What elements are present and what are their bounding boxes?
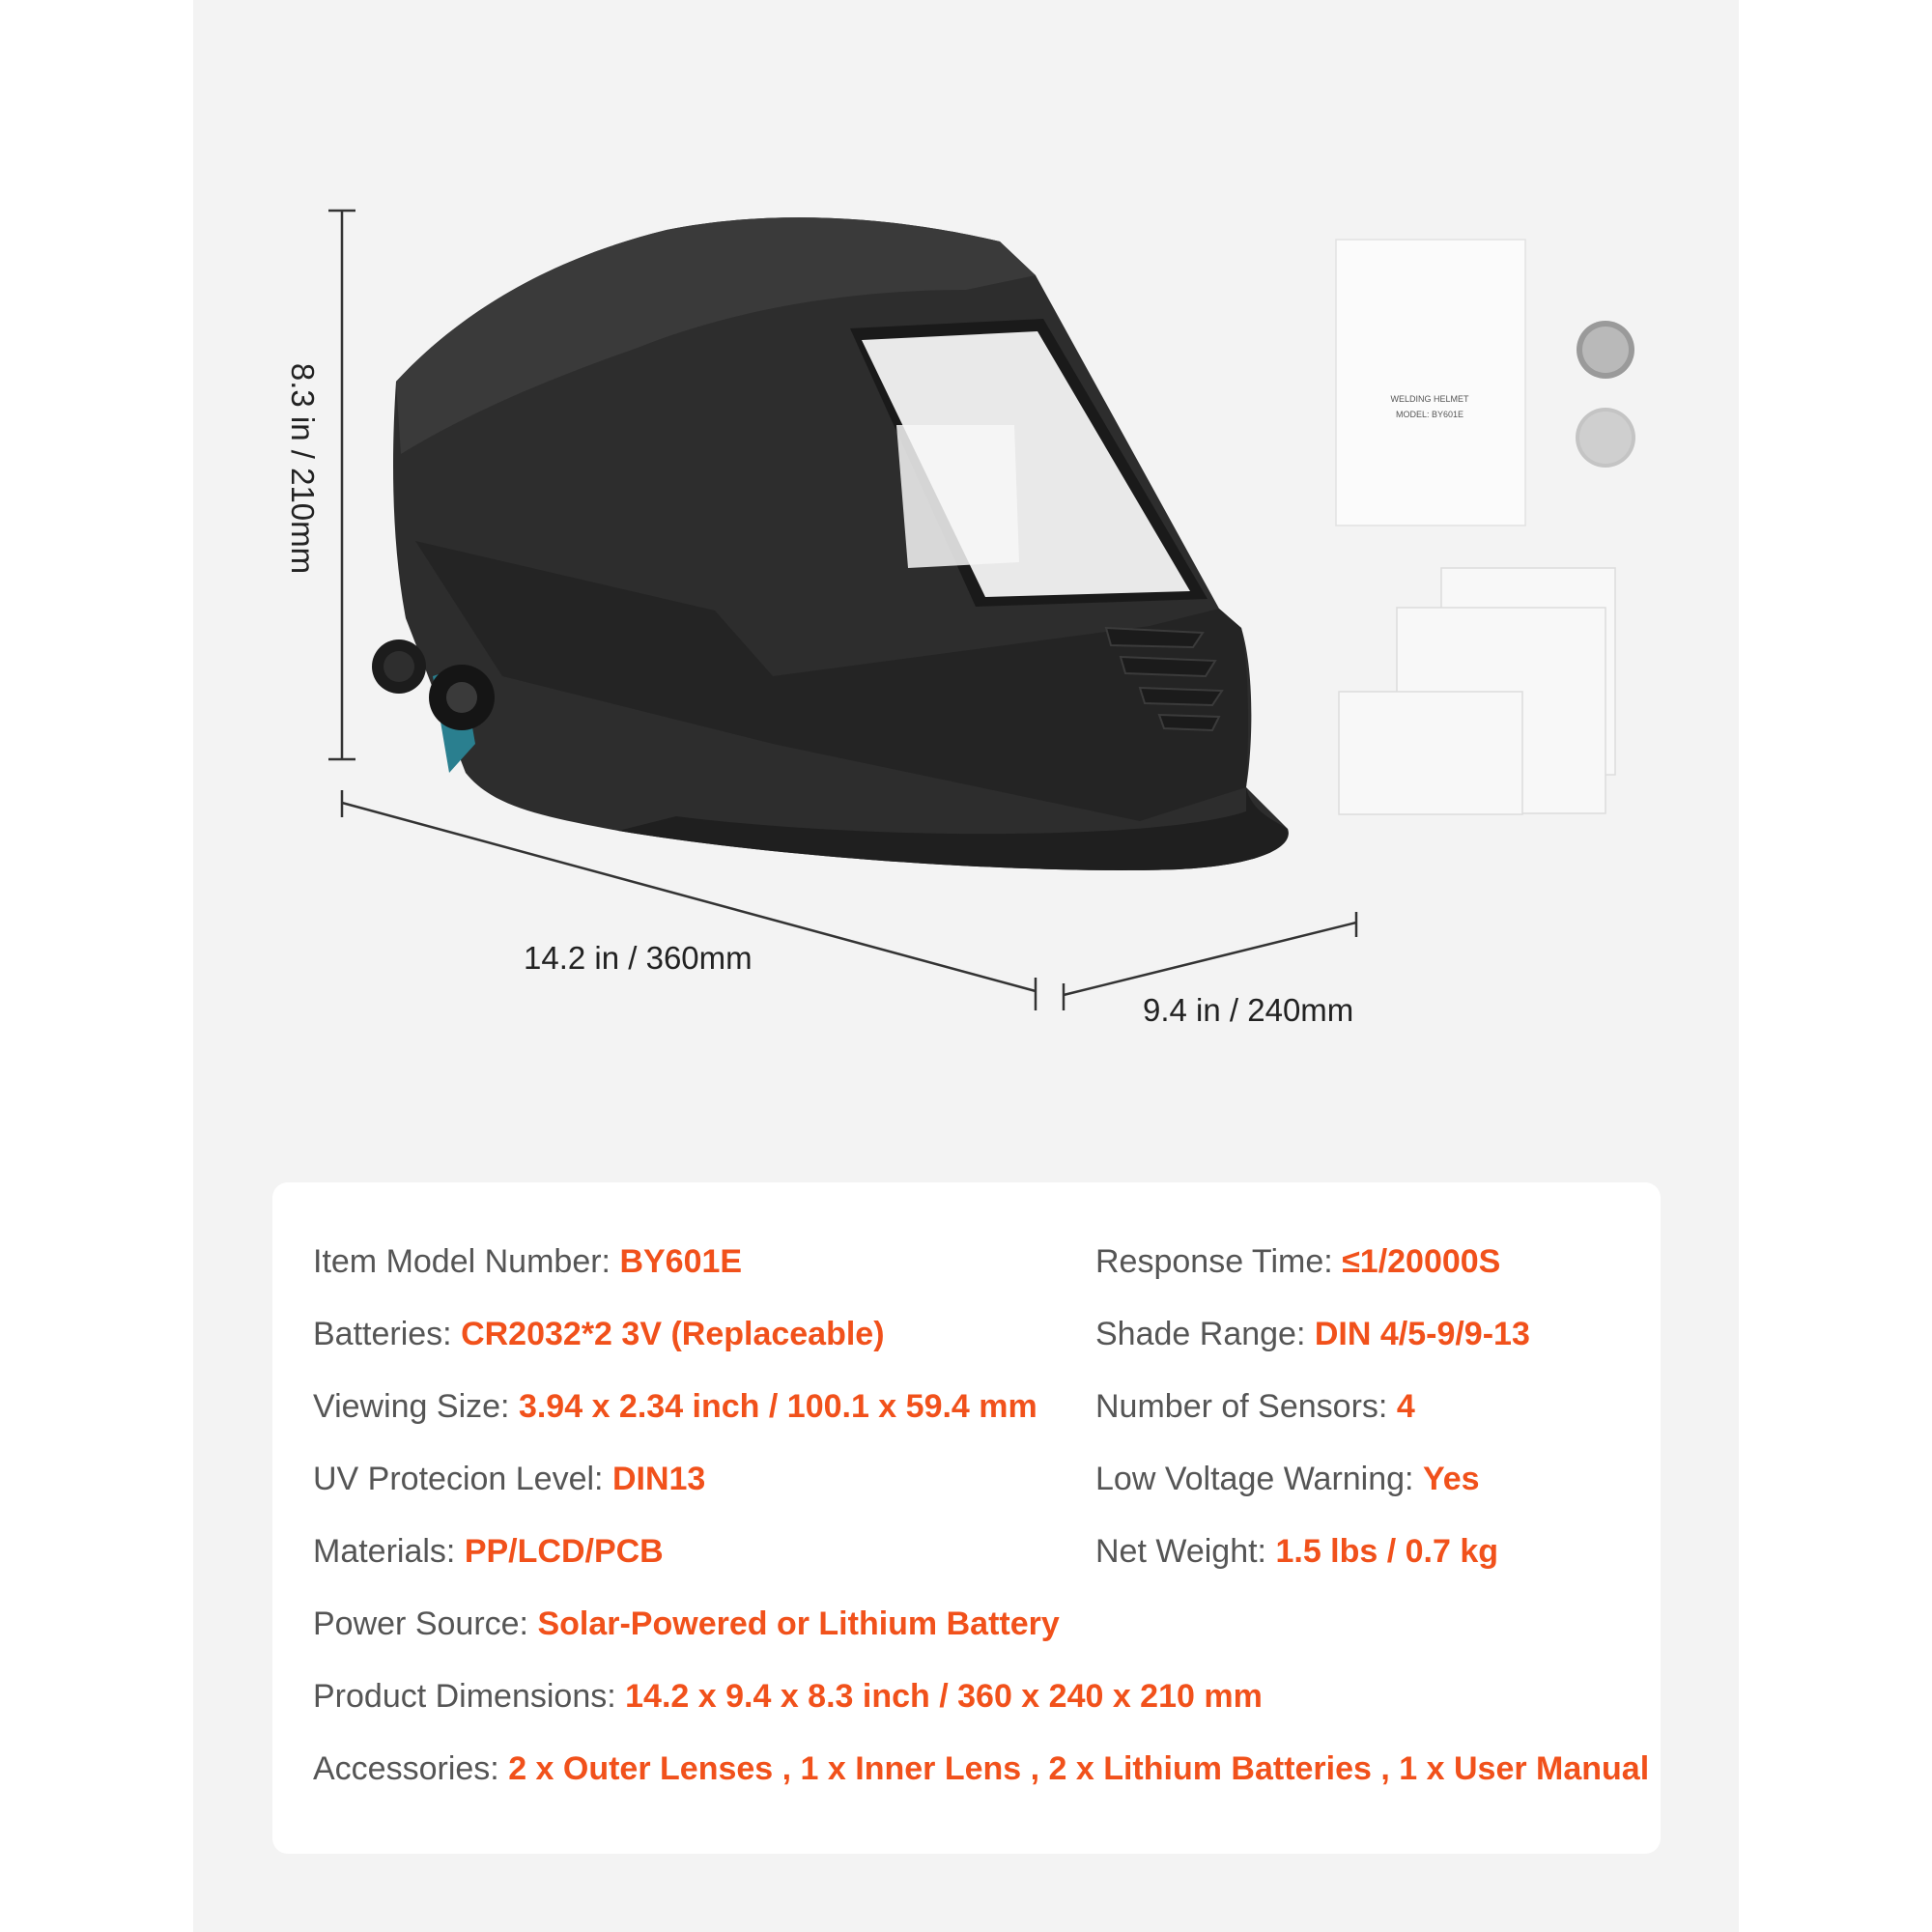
manual-cover-text <box>1335 391 1524 422</box>
spec-viewing-size <box>313 1387 1037 1426</box>
spec-label: Shade Range: <box>1095 1316 1306 1352</box>
spec-value: PP/LCD/PCB <box>464 1533 664 1570</box>
spec-power-source <box>313 1605 1060 1643</box>
spec-label: Viewing Size: <box>313 1388 510 1425</box>
spec-accessories <box>313 1749 1649 1788</box>
coin-batteries <box>1576 321 1635 468</box>
manual-title: WELDING HELMET <box>1390 394 1469 404</box>
height-dimension-label: 8.3 in / 210mm <box>285 362 321 575</box>
spec-response-time <box>1095 1242 1500 1281</box>
user-manual <box>1336 240 1525 526</box>
protective-lenses <box>1339 568 1615 814</box>
spec-value: 14.2 x 9.4 x 8.3 inch / 360 x 240 x 210 mm <box>625 1678 1263 1715</box>
spec-label: UV Protecion Level: <box>313 1461 604 1497</box>
length-dimension-label: 14.2 in / 360mm <box>524 940 753 976</box>
spec-value: ≤1/20000S <box>1342 1243 1501 1280</box>
spec-label: Power Source: <box>313 1605 528 1642</box>
spec-label: Product Dimensions: <box>313 1678 616 1715</box>
spec-value: 1.5 lbs / 0.7 kg <box>1275 1533 1499 1570</box>
spec-label: Number of Sensors: <box>1095 1388 1388 1425</box>
spec-value: BY601E <box>619 1243 743 1280</box>
spec-net-weight <box>1095 1532 1498 1571</box>
spec-value: Yes <box>1422 1461 1480 1497</box>
spec-shade-range <box>1095 1315 1530 1353</box>
spec-batteries <box>313 1315 885 1353</box>
welding-helmet <box>372 217 1289 870</box>
spec-value: DIN 4/5-9/9-13 <box>1314 1316 1530 1352</box>
height-dimension-line <box>328 211 355 759</box>
spec-low-voltage <box>1095 1460 1480 1498</box>
spec-value: DIN13 <box>611 1461 706 1497</box>
spec-value: 4 <box>1396 1388 1415 1425</box>
spec-model <box>313 1242 742 1281</box>
spec-label: Materials: <box>313 1533 456 1570</box>
spec-label: Batteries: <box>313 1316 452 1352</box>
spec-label: Low Voltage Warning: <box>1095 1461 1414 1497</box>
spec-label: Response Time: <box>1095 1243 1333 1280</box>
width-dimension-label: 9.4 in / 240mm <box>1143 992 1354 1028</box>
spec-label: Item Model Number: <box>313 1243 611 1280</box>
specifications-card <box>272 1182 1661 1854</box>
manual-model: MODEL: BY601E <box>1395 410 1464 419</box>
spec-value: CR2032*2 3V (Replaceable) <box>461 1316 885 1352</box>
spec-product-dimensions <box>313 1677 1263 1716</box>
spec-sensors <box>1095 1387 1415 1426</box>
spec-value: 3.94 x 2.34 inch / 100.1 x 59.4 mm <box>518 1388 1037 1425</box>
spec-materials <box>313 1532 664 1571</box>
spec-uv-protection <box>313 1460 705 1498</box>
spec-label: Accessories: <box>313 1750 499 1787</box>
spec-label: Net Weight: <box>1095 1533 1267 1570</box>
spec-value: 2 x Outer Lenses , 1 x Inner Lens , 2 x Lithium Batteries , 1 x User Manual <box>508 1750 1650 1787</box>
spec-value: Solar-Powered or Lithium Battery <box>537 1605 1060 1642</box>
